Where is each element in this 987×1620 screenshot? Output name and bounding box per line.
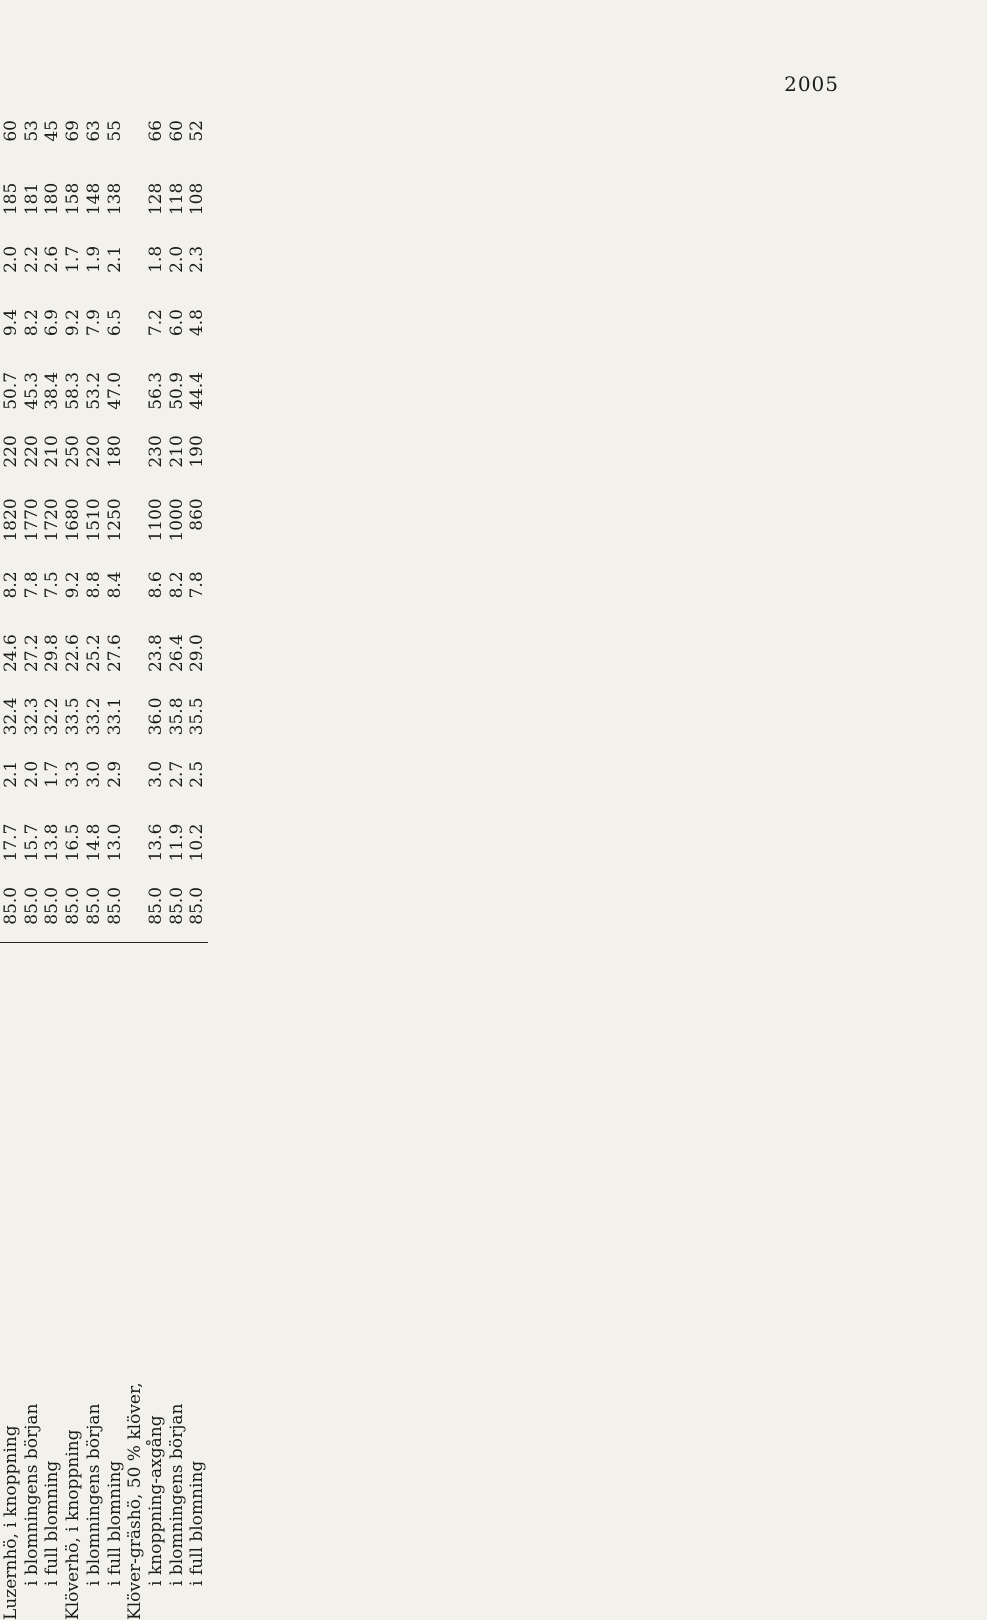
value-cell: 58.3 <box>63 371 84 410</box>
value-cell: 128 <box>145 182 166 216</box>
row-label: Klöverhö, i knoppning <box>63 943 84 1620</box>
value-cell: 36.0 <box>145 697 166 736</box>
value-cell: 1.9 <box>83 245 104 273</box>
value-cell: 85.0 <box>0 886 21 925</box>
value-cell: 27.2 <box>21 634 42 673</box>
value-cell: 7.8 <box>187 571 208 599</box>
table-row <box>63 112 84 1620</box>
value-cell: 7.2 <box>145 309 166 337</box>
value-cell: 118 <box>166 182 187 216</box>
value-cell: 1770 <box>21 498 42 542</box>
value-cell: 33.5 <box>63 697 84 736</box>
table-row <box>187 112 208 1620</box>
value-cell: 85.0 <box>166 886 187 925</box>
value-cell <box>125 816 146 879</box>
value-cell: 4.8 <box>187 309 208 337</box>
value-cell: 2.6 <box>42 245 63 273</box>
value-cell: 69 <box>63 120 84 142</box>
value-cell: 230 <box>145 435 166 468</box>
value-cell <box>125 112 146 175</box>
value-cell: 7.5 <box>42 571 63 599</box>
value-cell: 220 <box>21 435 42 468</box>
value-cell: 6.0 <box>166 309 187 337</box>
value-cell: 1820 <box>0 498 21 542</box>
value-cell: 85.0 <box>104 886 125 925</box>
value-cell: 1510 <box>83 498 104 542</box>
value-cell: 45.3 <box>21 371 42 410</box>
value-cell: 3.0 <box>83 760 104 788</box>
value-cell: 44.4 <box>187 371 208 410</box>
row-label: i full blomning <box>105 943 126 1620</box>
value-cell: 29.8 <box>42 634 63 673</box>
page-number: 2005 <box>784 72 839 96</box>
value-cell <box>125 689 146 752</box>
value-cell: 2.1 <box>0 760 21 788</box>
value-cell: 185 <box>0 182 21 216</box>
table-row <box>1 112 22 1620</box>
value-cell: 180 <box>104 435 125 468</box>
value-cell: 45 <box>42 120 63 142</box>
value-cell: 63 <box>83 120 104 142</box>
value-cell: 180 <box>42 182 63 216</box>
value-cell: 9.2 <box>63 571 84 599</box>
row-label: i blomningens början <box>84 943 105 1620</box>
value-cell: 29.0 <box>187 634 208 673</box>
value-cell: 1.7 <box>42 760 63 788</box>
value-cell: 32.4 <box>0 697 21 736</box>
value-cell <box>125 427 146 490</box>
row-label: i knoppning-axgång <box>146 943 167 1620</box>
table-row <box>105 112 126 1620</box>
value-cell: 250 <box>63 435 84 468</box>
value-cell: 25.2 <box>83 634 104 673</box>
value-cell: 1720 <box>42 498 63 542</box>
value-cell: 8.2 <box>166 571 187 599</box>
value-cell: 1.7 <box>63 245 84 273</box>
table-row <box>167 112 188 1620</box>
value-cell: 2.0 <box>166 245 187 273</box>
value-cell: 1000 <box>166 498 187 542</box>
table-row <box>125 112 146 1620</box>
value-cell: 85.0 <box>83 886 104 925</box>
value-cell: 26.4 <box>166 634 187 673</box>
value-cell: 53.2 <box>83 371 104 410</box>
value-cell: 23.8 <box>145 634 166 673</box>
value-cell: 6.9 <box>42 309 63 337</box>
value-cell: 2.0 <box>21 760 42 788</box>
value-cell: 38.4 <box>42 371 63 410</box>
value-cell: 8.4 <box>104 571 125 599</box>
value-cell: 50.7 <box>0 371 21 410</box>
value-cell: 158 <box>63 182 84 216</box>
value-cell: 13.0 <box>104 823 125 862</box>
value-cell: 13.6 <box>145 823 166 862</box>
value-cell <box>125 364 146 427</box>
value-cell <box>125 175 146 238</box>
table-row <box>146 112 167 1620</box>
value-cell: 1680 <box>63 498 84 542</box>
value-cell <box>125 753 146 816</box>
value-cell: 210 <box>42 435 63 468</box>
value-cell: 27.6 <box>104 634 125 673</box>
value-cell: 56.3 <box>145 371 166 410</box>
table-row <box>84 112 105 1620</box>
value-cell: 7.8 <box>21 571 42 599</box>
value-cell: 53 <box>21 120 42 142</box>
value-cell: 85.0 <box>63 886 84 925</box>
value-cell: 9.2 <box>63 309 84 337</box>
value-cell: 60 <box>166 120 187 142</box>
value-cell: 220 <box>83 435 104 468</box>
value-cell <box>125 490 146 563</box>
value-cell: 85.0 <box>145 886 166 925</box>
table-row <box>22 112 43 1620</box>
value-cell: 85.0 <box>42 886 63 925</box>
value-cell: 85.0 <box>187 886 208 925</box>
value-cell: 22.6 <box>63 634 84 673</box>
value-cell: 2.7 <box>166 760 187 788</box>
value-cell: 14.8 <box>83 823 104 862</box>
value-cell <box>125 301 146 364</box>
value-cell: 9.4 <box>0 309 21 337</box>
row-label: Klöver-gräshö, 50 % klöver, <box>125 943 146 1620</box>
value-cell: 35.5 <box>187 697 208 736</box>
value-cell <box>125 563 146 626</box>
value-cell: 17.7 <box>0 823 21 862</box>
value-cell: 860 <box>187 498 208 531</box>
value-cell: 3.3 <box>63 760 84 788</box>
value-cell: 32.3 <box>21 697 42 736</box>
value-cell: 108 <box>187 182 208 216</box>
value-cell: 24.6 <box>0 634 21 673</box>
value-cell: 210 <box>166 435 187 468</box>
value-cell: 32.2 <box>42 697 63 736</box>
value-cell: 2.3 <box>187 245 208 273</box>
value-cell: 47.0 <box>104 371 125 410</box>
value-cell: 2.9 <box>104 760 125 788</box>
value-cell: 8.8 <box>83 571 104 599</box>
value-cell: 85.0 <box>21 886 42 925</box>
value-cell: 11.9 <box>166 823 187 862</box>
value-cell: 190 <box>187 435 208 468</box>
value-cell: 55 <box>104 120 125 142</box>
feed-table <box>0 112 208 1620</box>
value-cell: 13.8 <box>42 823 63 862</box>
value-cell: 148 <box>83 182 104 216</box>
value-cell: 3.0 <box>145 760 166 788</box>
rotated-table-container <box>0 112 208 1620</box>
value-cell: 6.5 <box>104 309 125 337</box>
value-cell: 60 <box>0 120 21 142</box>
value-cell: 10.2 <box>187 823 208 862</box>
value-cell: 138 <box>104 182 125 216</box>
value-cell: 33.2 <box>83 697 104 736</box>
row-label: Luzernhö, i knoppning <box>1 943 22 1620</box>
value-cell: 16.5 <box>63 823 84 862</box>
row-label: i full blomning <box>187 943 208 1620</box>
row-label: i blomningens början <box>22 943 43 1620</box>
value-cell <box>125 238 146 301</box>
value-cell: 2.5 <box>187 760 208 788</box>
row-label: i blomningens början <box>167 943 188 1620</box>
value-cell: 1100 <box>145 498 166 542</box>
value-cell: 8.6 <box>145 571 166 599</box>
value-cell: 8.2 <box>0 571 21 599</box>
row-label: i full blomning <box>42 943 63 1620</box>
value-cell: 181 <box>21 182 42 216</box>
value-cell: 1250 <box>104 498 125 542</box>
value-cell: 52 <box>187 120 208 142</box>
value-cell: 35.8 <box>166 697 187 736</box>
value-cell: 7.9 <box>83 309 104 337</box>
value-cell: 1.8 <box>145 245 166 273</box>
value-cell: 2.1 <box>104 245 125 273</box>
value-cell <box>125 626 146 689</box>
value-cell: 50.9 <box>166 371 187 410</box>
value-cell: 33.1 <box>104 697 125 736</box>
table-row <box>42 112 63 1620</box>
value-cell: 15.7 <box>21 823 42 862</box>
value-cell: 2.0 <box>0 245 21 273</box>
value-cell: 220 <box>0 435 21 468</box>
value-cell: 8.2 <box>21 309 42 337</box>
value-cell <box>125 879 146 943</box>
value-cell: 2.2 <box>21 245 42 273</box>
value-cell: 66 <box>145 120 166 142</box>
